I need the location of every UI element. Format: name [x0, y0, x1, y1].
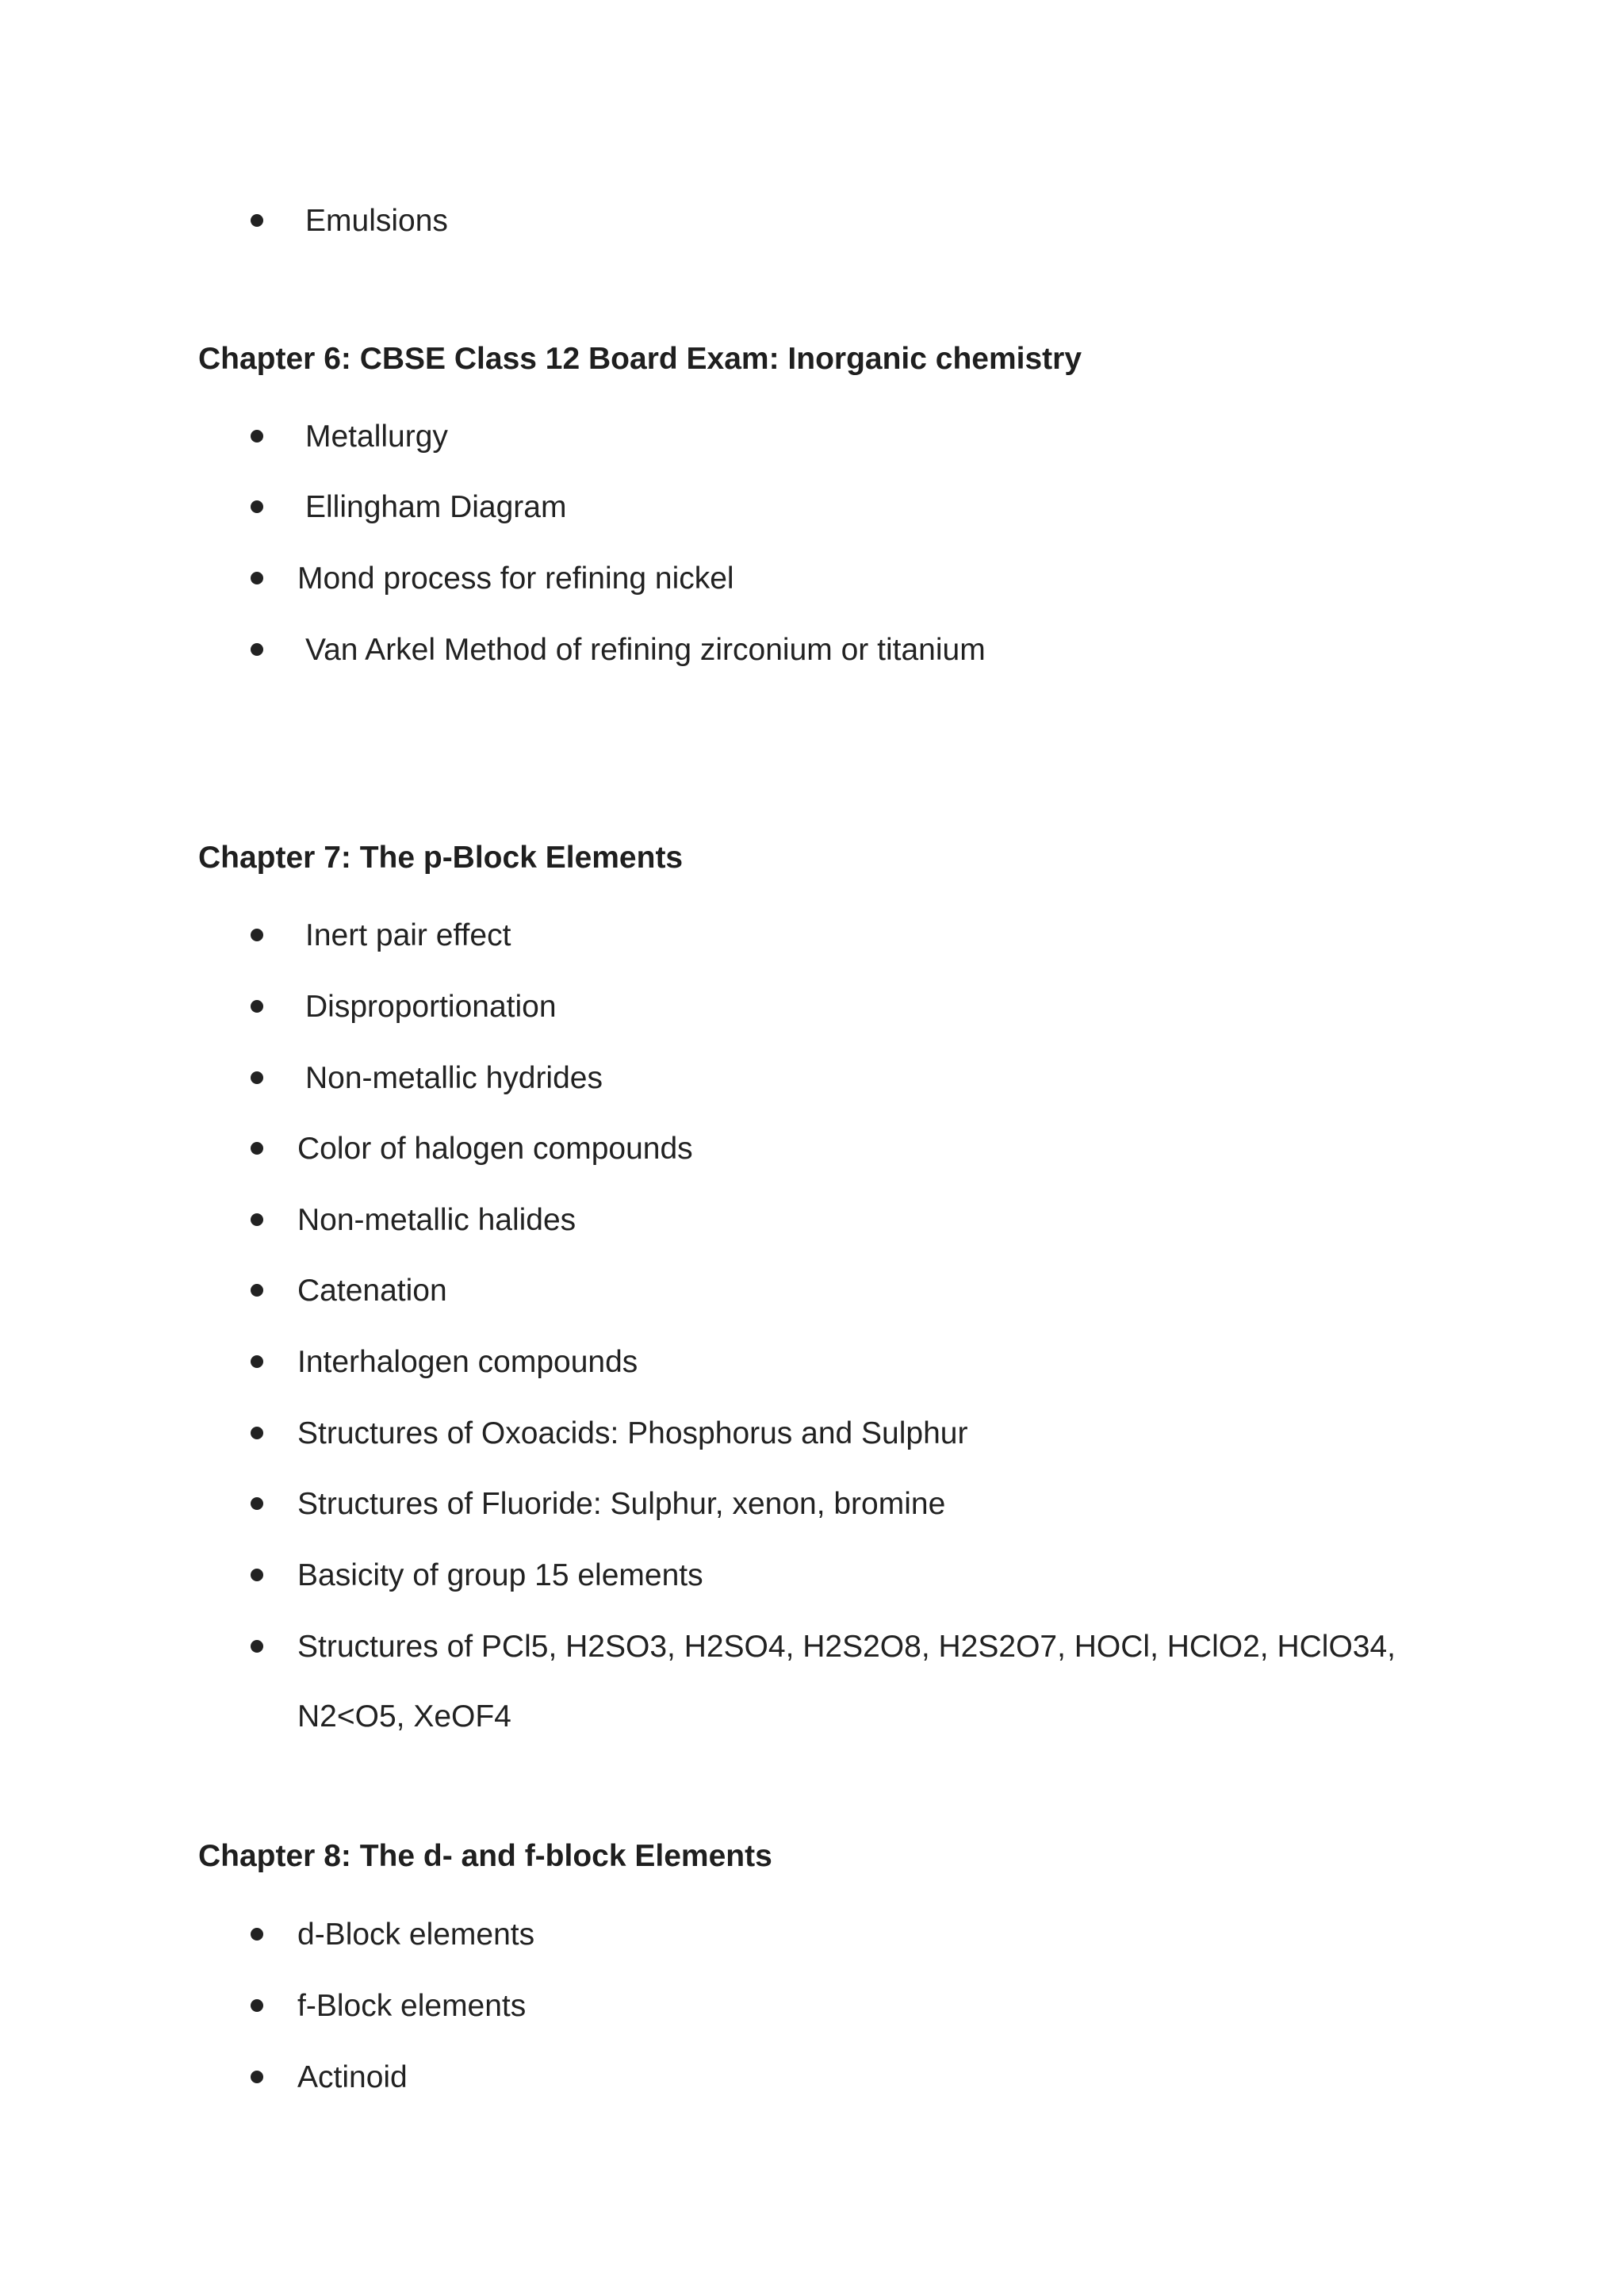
list-item-text: Structures of PCl5, H2SO3, H2SO4, H2S2O8, H2S2O7, HOCl, HClO2, HClO34,	[297, 1630, 1396, 1664]
list-item	[0, 1335, 1624, 1382]
bullet-icon	[251, 1497, 263, 1510]
list-item-text: Inert pair effect	[305, 918, 511, 952]
bullet-icon	[251, 214, 263, 227]
bullet-icon	[251, 572, 263, 584]
chapter-6-heading: Chapter 6: CBSE Class 12 Board Exam: Inorganic chemistry	[198, 342, 1082, 376]
list-item	[0, 1619, 1624, 1667]
bullet-icon	[251, 1213, 263, 1226]
list-item-text: Basicity of group 15 elements	[297, 1558, 703, 1592]
bullet-icon	[251, 643, 263, 656]
bullet-icon	[251, 1569, 263, 1581]
list-item	[0, 979, 1624, 1027]
list-item-text: Color of halogen compounds	[297, 1132, 693, 1166]
list-item-text: f-Block elements	[297, 1989, 527, 2023]
list-item-text: Interhalogen compounds	[297, 1345, 638, 1379]
list-item	[0, 480, 1624, 527]
bullet-icon	[251, 1071, 263, 1084]
list-item-text: Disproportionation	[305, 990, 557, 1024]
list-item	[0, 1477, 1624, 1524]
list-item-text: Structures of Oxoacids: Phosphorus and Sulphur	[297, 1416, 968, 1450]
list-item	[0, 409, 1624, 457]
bullet-icon	[251, 430, 263, 443]
bullet-icon	[251, 2071, 263, 2083]
list-item	[0, 1121, 1624, 1169]
chapter-8-heading: Chapter 8: The d- and f-block Elements	[198, 1839, 772, 1873]
bullet-icon	[251, 1427, 263, 1439]
list-item-text: Structures of Fluoride: Sulphur, xenon, bromine	[297, 1487, 946, 1521]
list-item-text: Non-metallic hydrides	[305, 1061, 603, 1095]
list-item-text: Van Arkel Method of refining zirconium or titanium	[305, 633, 986, 667]
bullet-icon	[251, 1355, 263, 1368]
bullet-icon	[251, 1000, 263, 1013]
list-item-text: Catenation	[297, 1274, 447, 1308]
bullet-icon	[251, 1999, 263, 2012]
list-item-text: Metallurgy	[305, 420, 448, 454]
list-item-text: Mond process for refining nickel	[297, 561, 734, 596]
list-item	[0, 623, 1624, 670]
list-item-text: Emulsions	[305, 204, 448, 238]
bullet-icon	[251, 1640, 263, 1653]
list-item	[0, 551, 1624, 599]
list-item	[0, 1051, 1624, 1098]
list-item	[0, 2050, 1624, 2098]
list-item-continuation: N2<O5, XeOF4	[297, 1699, 511, 1734]
list-item	[0, 1193, 1624, 1240]
bullet-icon	[251, 929, 263, 941]
list-item	[0, 1548, 1624, 1596]
list-item	[0, 1907, 1624, 1955]
list-item-text: Non-metallic halides	[297, 1203, 576, 1237]
list-item	[0, 193, 1624, 241]
bullet-icon	[251, 1928, 263, 1941]
list-item	[0, 1979, 1624, 2026]
bullet-icon	[251, 1284, 263, 1297]
list-item	[0, 1263, 1624, 1311]
chapter-7-heading: Chapter 7: The p-Block Elements	[198, 841, 684, 875]
list-item-text: Ellingham Diagram	[305, 490, 567, 524]
list-item	[0, 1406, 1624, 1454]
list-item-text: d-Block elements	[297, 1918, 535, 1952]
list-item	[0, 908, 1624, 956]
bullet-icon	[251, 1142, 263, 1155]
bullet-icon	[251, 500, 263, 513]
list-item-text: Actinoid	[297, 2060, 408, 2094]
